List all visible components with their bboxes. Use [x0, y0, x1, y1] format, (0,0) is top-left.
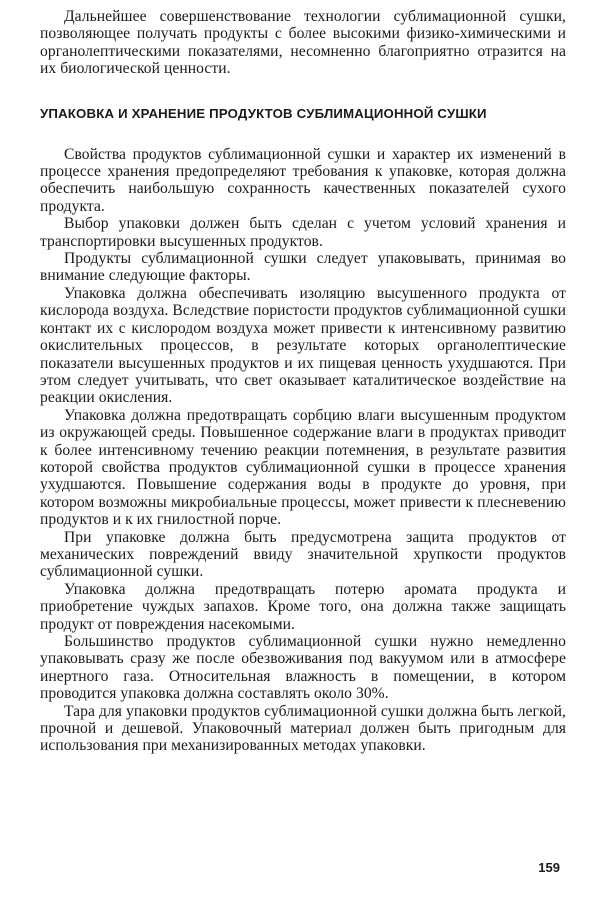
body-paragraph-5: Упаковка должна предотвращать сорбцию влаги высушенным продуктом из окружающей среды. Повышенное содержание влаги в продуктах приводит к более интенсивному течению реакции потемнения, в результате развития которой свойства продуктов сублимационной сушки в процессе хранения ухудшаются. Повышение содержания воды в продукте до уровня, при котором возможны микробиальные процессы, может привести к плесневению продуктов и к их гнилостной порче. [40, 406, 566, 529]
body-paragraph-3: Продукты сублимационной сушки следует упаковывать, принимая во внимание следующие факторы. [40, 250, 566, 285]
body-paragraph-6: При упаковке должна быть предусмотрена защита продуктов от механических повреждений ввиду значительной хрупкости продуктов сублимационной сушки. [40, 528, 566, 581]
section-heading: УПАКОВКА И ХРАНЕНИЕ ПРОДУКТОВ СУБЛИМАЦИОННОЙ СУШКИ [40, 105, 487, 121]
intro-paragraph: Дальнейшее совершенствование технологии сублимационной сушки, позволяющее получать продукты с более высокими физико-химическими и органолептическими показателями, несомненно благоприятно отразится на их биологической ценности. [40, 8, 566, 78]
page-content [40, 8, 566, 755]
body-paragraph-1: Свойства продуктов сублимационной сушки и характер их изменений в процессе хранения предопределяют требования к упаковке, которая должна обеспечить наибольшую сохранность качественных показателей сухого продукта. [40, 145, 566, 215]
body-paragraph-7: Упаковка должна предотвращать потерю аромата продукта и приобретение чуждых запахов. Кроме того, она должна также защищать продукт от повреждения насекомыми. [40, 580, 566, 633]
body-paragraph-9: Тара для упаковки продуктов сублимационной сушки должна быть легкой, прочной и дешевой. Упаковочный материал должен быть пригодным для использования при механизированных методах упаковки. [40, 702, 566, 755]
body-paragraph-2: Выбор упаковки должен быть сделан с учетом условий хранения и транспортировки высушенных продуктов. [40, 215, 566, 250]
body-paragraph-4: Упаковка должна обеспечивать изоляцию высушенного продукта от кислорода воздуха. Вследствие пористости продуктов сублимационной сушки контакт их с кислородом воздуха может привести к интенсивному развитию окислительных процессов, в результате которых органолептические показатели высушенных продуктов и их пищевая ценность ухудшаются. При этом следует учитывать, что свет оказывает каталитическое воздействие на реакции окисления. [40, 284, 566, 407]
page-number: 159 [538, 860, 560, 875]
body-paragraph-8: Большинство продуктов сублимационной сушки нужно немедленно упаковывать сразу же после обезвоживания под вакуумом или в атмосфере инертного газа. Относительная влажность в помещении, в котором проводится упаковка должна составлять около 30%. [40, 633, 566, 703]
